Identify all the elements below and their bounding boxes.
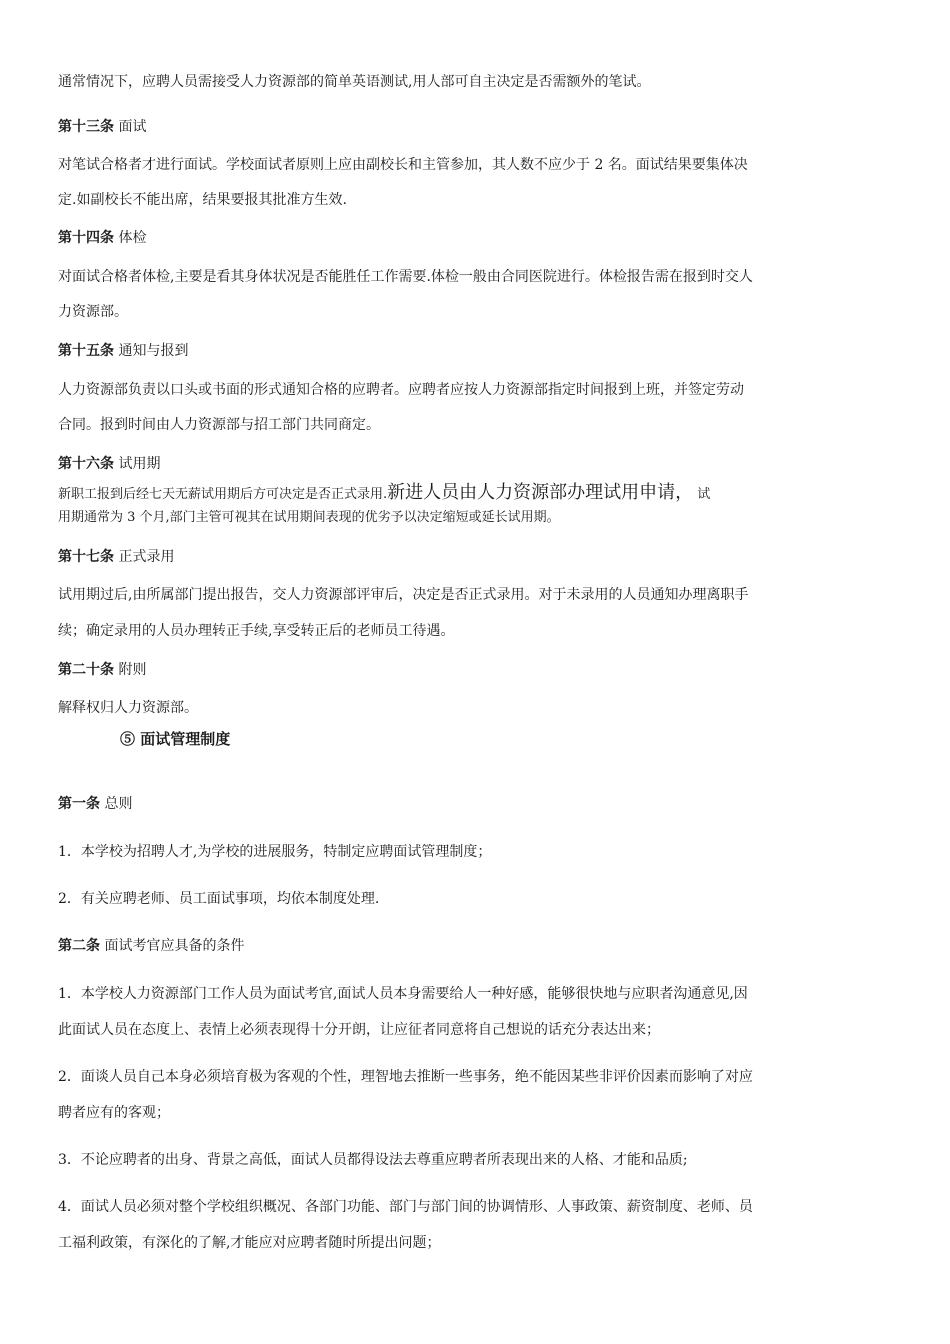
article-15-heading bbox=[58, 341, 898, 361]
article-number: 第二十条 bbox=[58, 662, 114, 678]
paragraph-line: 对笔试合格者才进行面试。学校面试者原则上应由副校长和主管参加，其人数不应少于 2 名。面试结果要集体决 bbox=[58, 157, 748, 173]
article-number: 第十四条 bbox=[58, 230, 114, 246]
list-item: 3．不论应聘者的出身、背景之高低，面试人员都得设法去尊重应聘者所表现出来的人格、才能和品质; bbox=[58, 1152, 688, 1168]
article-14-heading bbox=[58, 228, 898, 248]
paragraph-line: 用期通常为 3 个月,部门主管可视其在试用期间表现的优劣予以决定缩短或延长试用期。 bbox=[58, 510, 560, 525]
list-item: 2．面谈人员自己本身必须培育极为客观的个性，理智地去推断一些事务，绝不能因某些非评价因素而影响了对应 bbox=[58, 1069, 753, 1085]
list-item-cont: 聘者应有的客观； bbox=[58, 1105, 170, 1121]
paragraph-line: 人力资源部负责以口头或书面的形式通知合格的应聘者。应聘者应按人力资源部指定时间报到上班，并签定劳动 bbox=[58, 382, 744, 398]
paragraph-line: 通常情况下，应聘人员需接受人力资源部的简单英语测试,用人部可自主决定是否需额外的笔试。 bbox=[58, 74, 651, 90]
article-17-heading bbox=[58, 547, 898, 567]
list-item: 1．本学校人力资源部门工作人员为面试考官,面试人员本身需要给人一种好感，能够很快地与应职者沟通意见,因 bbox=[58, 986, 748, 1002]
paragraph-line bbox=[58, 483, 898, 505]
section-title: ⑤ 面试管理制度 bbox=[120, 730, 231, 748]
article-number: 第二条 bbox=[58, 938, 100, 954]
list-item-cont: 此面试人员在态度上、表情上必须表现得十分开朗，让应征者同意将自己想说的话充分表达出来； bbox=[58, 1022, 660, 1038]
article-1-heading bbox=[58, 794, 898, 814]
article-number: 第十七条 bbox=[58, 549, 114, 565]
article-number: 第十六条 bbox=[58, 456, 114, 472]
list-item-cont: 工福利政策，有深化的了解,才能应对应聘者随时所提出问题； bbox=[58, 1235, 441, 1251]
paragraph-line: 合同。报到时间由人力资源部与招工部门共同商定。 bbox=[58, 417, 380, 433]
paragraph-line: 试用期过后,由所属部门提出报告，交人力资源部评审后，决定是否正式录用。对于未录用的人员通知办理离职手 bbox=[58, 587, 749, 603]
list-item: 4．面试人员必须对整个学校组织概况、各部门功能、部门与部门间的协调情形、人事政策、薪资制度、老师、员 bbox=[58, 1199, 753, 1215]
article-title: 试用期 bbox=[118, 456, 161, 472]
article-title: 总则 bbox=[104, 796, 133, 812]
article-title: 体检 bbox=[118, 230, 147, 246]
article-16-heading bbox=[58, 454, 898, 474]
list-item: 1．本学校为招聘人才,为学校的进展服务，特制定应聘面试管理制度； bbox=[58, 844, 492, 860]
text-run: 新职工报到后经七天无薪试用期后方可决定是否正式录用. bbox=[58, 487, 388, 502]
list-item: 2．有关应聘老师、员工面试事项，均依本制度处理. bbox=[58, 891, 380, 907]
paragraph-line: 力资源部。 bbox=[58, 304, 128, 320]
article-title: 面试考官应具备的条件 bbox=[104, 938, 245, 954]
article-13-heading bbox=[58, 117, 898, 137]
article-title: 附则 bbox=[118, 662, 147, 678]
article-title: 通知与报到 bbox=[118, 343, 189, 359]
article-number: 第十三条 bbox=[58, 119, 114, 135]
article-title: 面试 bbox=[118, 119, 147, 135]
article-20-heading bbox=[58, 660, 898, 680]
text-run: 试 bbox=[697, 487, 711, 502]
paragraph-line: 对面试合格者体检,主要是看其身体状况是否能胜任工作需要.体检一般由合同医院进行。体检报告需在报到时交人 bbox=[58, 269, 753, 285]
article-number: 第十五条 bbox=[58, 343, 114, 359]
article-number: 第一条 bbox=[58, 796, 100, 812]
paragraph-line: 续；确定录用的人员办理转正手续,享受转正后的老师员工待遇。 bbox=[58, 623, 455, 639]
paragraph-line: 解释权归人力资源部。 bbox=[58, 700, 198, 716]
paragraph-line: 定.如副校长不能出席，结果要报其批准方生效. bbox=[58, 192, 347, 208]
article-title: 正式录用 bbox=[118, 549, 175, 565]
text-run-large: 新进人员由人力资源部办理试用申请， bbox=[387, 482, 694, 503]
article-2-heading bbox=[58, 936, 898, 956]
